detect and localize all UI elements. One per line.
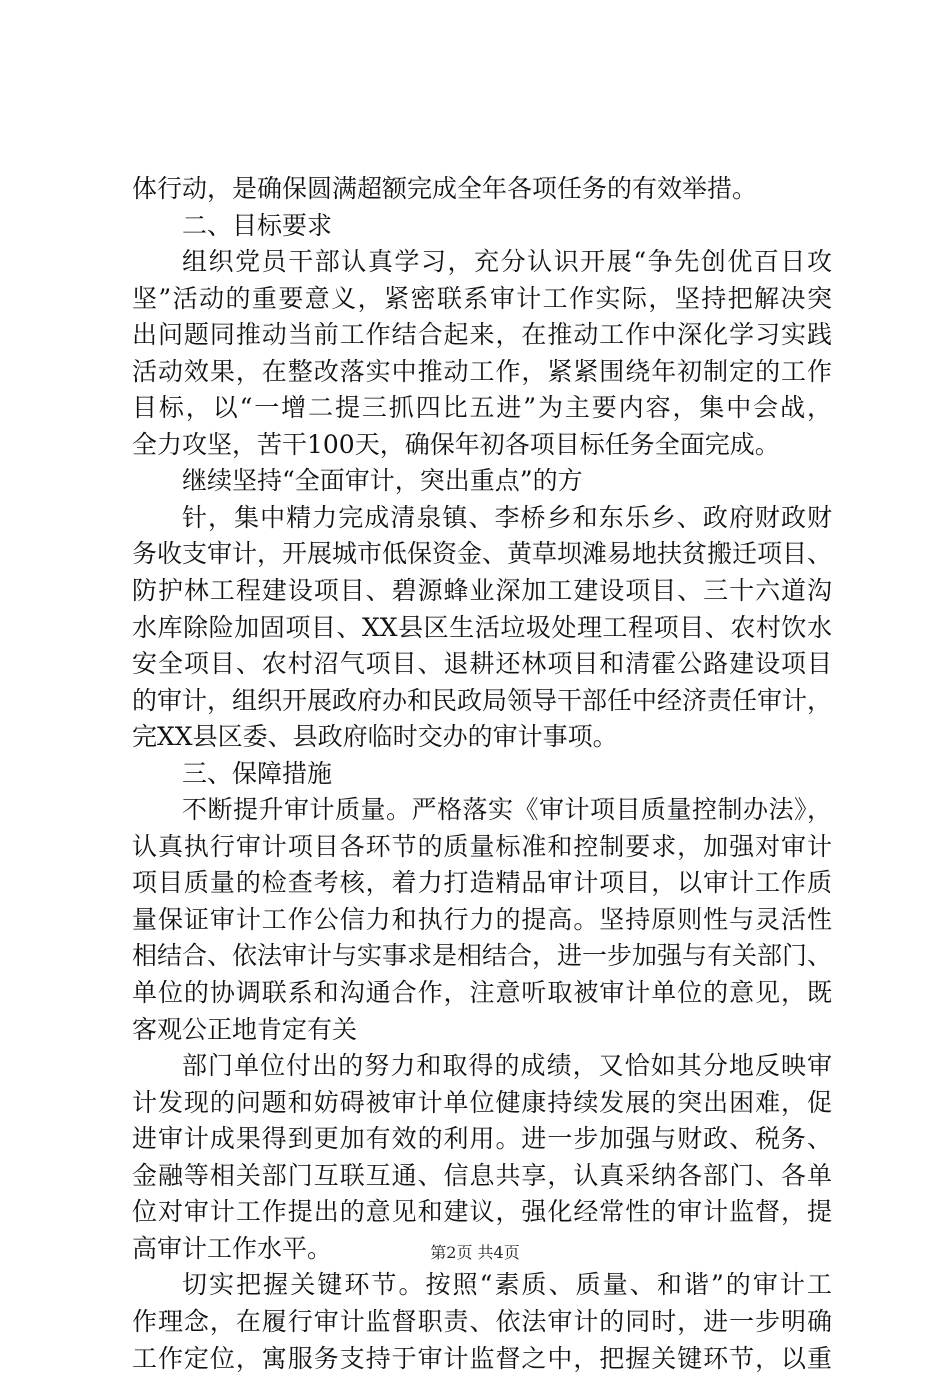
text-line: 切实把握关键环节。按照“素质、质量、和谐”的审计工	[132, 1267, 832, 1304]
text-line: 相结合、依法审计与实事求是相结合，进一步加强与有关部门、	[132, 938, 832, 975]
text-line: 计发现的问题和妨碍被审计单位健康持续发展的突出困难，促	[132, 1085, 832, 1122]
text-line: 认真执行审计项目各环节的质量标准和控制要求，加强对审计	[132, 829, 832, 866]
text-line: 客观公正地肯定有关	[132, 1012, 832, 1049]
text-line: 金融等相关部门互联互通、信息共享，认真采纳各部门、各单	[132, 1158, 832, 1195]
text-line: 二、目标要求	[132, 208, 832, 245]
text-line: 部门单位付出的努力和取得的成绩，又恰如其分地反映审	[132, 1048, 832, 1085]
text-line: 完XX县区委、县政府临时交办的审计事项。	[132, 719, 832, 756]
text-line: 坚”活动的重要意义，紧密联系审计工作实际，坚持把解决突	[132, 281, 832, 318]
text-line: 务收支审计，开展城市低保资金、黄草坝滩易地扶贫搬迁项目、	[132, 536, 832, 573]
text-line: 的审计，组织开展政府办和民政局领导干部任中经济责任审计，	[132, 683, 832, 720]
text-line: 继续坚持“全面审计，突出重点”的方	[132, 463, 832, 500]
text-line: 防护林工程建设项目、碧源蜂业深加工建设项目、三十六道沟	[132, 573, 832, 610]
text-line: 高审计工作水平。	[132, 1231, 832, 1268]
text-line: 量保证审计工作公信力和执行力的提高。坚持原则性与灵活性	[132, 902, 832, 939]
text-line: 安全项目、农村沼气项目、退耕还林项目和清霍公路建设项目	[132, 646, 832, 683]
text-line: 不断提升审计质量。严格落实《审计项目质量控制办法》，	[132, 792, 832, 829]
document-body	[132, 171, 832, 1377]
text-line: 进审计成果得到更加有效的利用。进一步加强与财政、税务、	[132, 1121, 832, 1158]
text-line: 项目质量的检查考核，着力打造精品审计项目，以审计工作质	[132, 865, 832, 902]
text-line: 体行动，是确保圆满超额完成全年各项任务的有效举措。	[132, 171, 832, 208]
text-line: 目标，以“一增二提三抓四比五进”为主要内容，集中会战，	[132, 390, 832, 427]
text-line: 水库除险加固项目、XX县区生活垃圾处理工程项目、农村饮水	[132, 610, 832, 647]
text-line: 位对审计工作提出的意见和建议，强化经常性的审计监督，提	[132, 1194, 832, 1231]
text-line: 三、保障措施	[132, 756, 832, 793]
text-line: 作理念，在履行审计监督职责、依法审计的同时，进一步明确	[132, 1304, 832, 1341]
text-line: 针，集中精力完成清泉镇、李桥乡和东乐乡、政府财政财	[132, 500, 832, 537]
text-line: 工作定位，寓服务支持于审计监督之中，把握关键环节，以重	[132, 1341, 832, 1377]
text-line: 出问题同推动当前工作结合起来，在推动工作中深化学习实践	[132, 317, 832, 354]
text-line: 全力攻坚，苦干100天，确保年初各项目标任务全面完成。	[132, 427, 832, 464]
page-footer: 第2页 共4页	[0, 1243, 950, 1263]
text-line: 单位的协调联系和沟通合作，注意听取被审计单位的意见，既	[132, 975, 832, 1012]
text-line: 活动效果，在整改落实中推动工作，紧紧围绕年初制定的工作	[132, 354, 832, 391]
text-line: 组织党员干部认真学习，充分认识开展“争先创优百日攻	[132, 244, 832, 281]
